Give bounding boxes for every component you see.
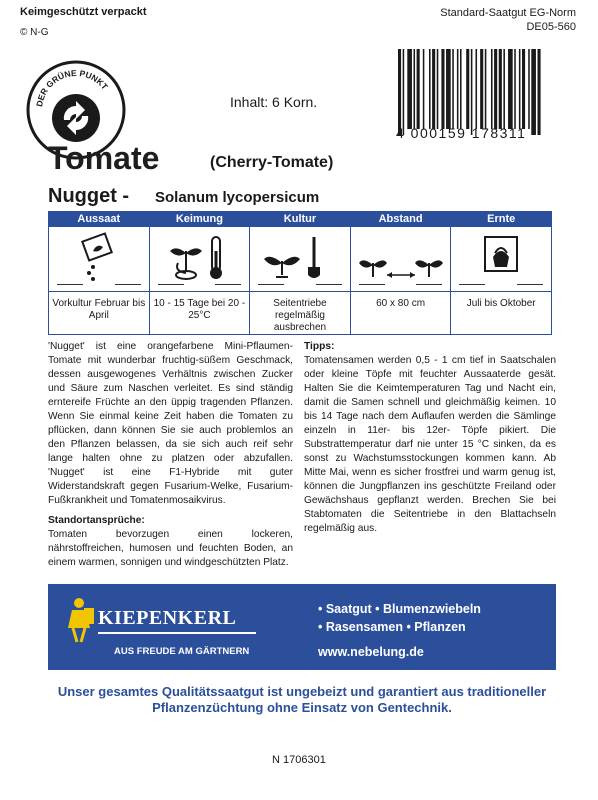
barcode-bar [522,49,525,129]
quality-guarantee: Unser gesamtes Qualitätssaatgut ist ungebeizt und garantiert aus traditioneller Pflanzenzüchtung ohne Einsatz von Gentechnik. [57,684,547,715]
panel-header: Abstand [351,212,451,227]
kiepenkerl-figure-icon [62,596,96,644]
barcode-bar [423,49,425,129]
panel-text: Seitentriebe regelmäßig ausbrechen [273,298,327,333]
barcode-bar [476,49,478,129]
panel-header: Kultur [250,212,350,227]
barcode-bar [491,49,493,129]
lot-number: N 1706301 [272,754,326,766]
barcode-bar [437,49,439,129]
panel-text: Juli bis Oktober [466,298,536,309]
barcode-bar [531,49,536,135]
sowing-icon [49,227,149,292]
botanical-name: Solanum lycopersicum [155,189,320,206]
panel-text: Vorkultur Februar bis April [52,298,146,321]
product-subtitle: (Cherry-Tomate) [210,154,334,171]
panel-aussaat [48,211,150,335]
brand-tagline: AUS FREUDE AM GÄRTNERN [114,646,250,657]
variety-name: Nugget - [48,185,130,207]
barcode-bar [538,49,541,135]
barcode-bar [417,49,420,129]
barcode-bar [429,49,431,129]
seed-count: Inhalt: 6 Korn. [230,94,318,110]
product-title: Tomate [48,140,160,176]
barcode-bar [466,49,469,129]
barcode-bar [398,49,401,135]
site-text: Tomaten bevorzugen einen lockeren, nährstoffreichen, humosen und feuchten Boden, an einem warmen, sonnigen und windgeschützten Platz. [48,529,293,568]
barcode-bar [452,49,454,129]
certification-standard: Standard-Saatgut EG-Norm [440,7,576,19]
logo-lettering: DER GRÜNE PUNKT [34,67,110,108]
barcode-bar [441,49,444,129]
description-text: 'Nugget' ist eine orangefarbene Mini-Pflaumen-Tomate mit wunderbar fruchtig-süßem Geschmack, dessen ausgewogenes Verhältnis zwischen Zucker und Säure zum Naschen verleitet. Es sind ständig erntereife Früchte an den üppig tragenden Pflanzen. Wenn Sie einmal keine Zeit haben die Tomaten zu pflücken, dann können Sie sie auch problemlos an den Pflanzen belassen, da sie sich auch reif sehr lange halten ohne zu platzen oder abzufallen. 'Nugget' ist eine F1-Hybride mit guter Widerstandskraft gegen Fusarium-Welke, Fusarium-Fußkrankheit und Tomatenmosaikvirus. [48,341,293,506]
barcode-bar [403,49,405,135]
certification [440,6,576,34]
brand-underline [98,632,256,634]
barcode-bar [494,49,497,129]
barcode-bar [446,49,451,129]
barcode-bar [457,49,459,129]
panel-abstand [350,211,452,335]
copyright-note: © N-G [20,27,49,38]
germination-icon [150,227,250,292]
cultivation-icon-panel [48,211,556,335]
barcode-bar [407,49,412,129]
spacing-icon [351,227,451,292]
barcode-bar [503,49,505,129]
barcode-bar [460,49,462,129]
product-range-1: • Saatgut • Blumenzwiebeln [318,602,481,616]
barcode-number: 4 000159 178311 [396,125,527,141]
barcode-bar [432,49,435,129]
packaging-note: Keimgeschützt verpackt [20,6,147,18]
panel-text: 60 x 80 cm [376,298,426,309]
barcode-bar [480,49,483,129]
panel-header: Ernte [451,212,551,227]
panel-text: 10 - 15 Tage bei 20 - 25°C [153,298,246,321]
certification-code: DE05-560 [526,21,576,33]
panel-header: Aussaat [49,212,149,227]
tips-text: Tomatensamen werden 0,5 - 1 cm tief in Saatschalen oder kleine Töpfe mit feuchter Aussaaterde gesät. Halten Sie die Keimtemperaturen Tag und Nacht ein, damit die Samen schnell und gleichmäßig keimen. 10 bis 14 Tage nach dem Auflaufen werden die Sämlinge einzeln in 11er- bis 12er- Töpfe pikiert. Die Substrattemperatur darf nie unter 15 °C sinken, da es sonst zu Wachstumsstockungen kommen kann. Ab Mitte Mai, wenn es sicher frostfrei und warm genug ist, können die Jungpflanzen ins geschützte Freiland oder Gewächshaus gepflanzt werden. Brechen Sie bei Stabtomaten die Seitentriebe in den Blattachseln regelmäßig aus. [304,355,556,534]
barcode-bar [471,49,473,135]
panel-keimung [149,211,251,335]
barcode-bar [528,49,530,129]
barcode-bar [414,49,416,129]
barcode-bar [485,49,487,129]
panel-kultur [249,211,351,335]
tips-column [304,340,556,536]
product-range-2: • Rasensamen • Pflanzen [318,620,466,634]
panel-header: Keimung [150,212,250,227]
harvest-icon [451,227,551,292]
barcode-bar [499,49,502,129]
barcode-bar [514,49,516,129]
site-heading: Standortansprüche: [48,515,145,526]
barcode-bar [508,49,513,129]
culture-icon [250,227,350,292]
brand-website: www.nebelung.de [318,645,424,659]
barcode-bar [519,49,521,129]
description-column [48,340,293,570]
brand-name: KIEPENKERL [98,607,237,629]
panel-ernte [450,211,552,335]
tips-heading: Tipps: [304,341,335,352]
